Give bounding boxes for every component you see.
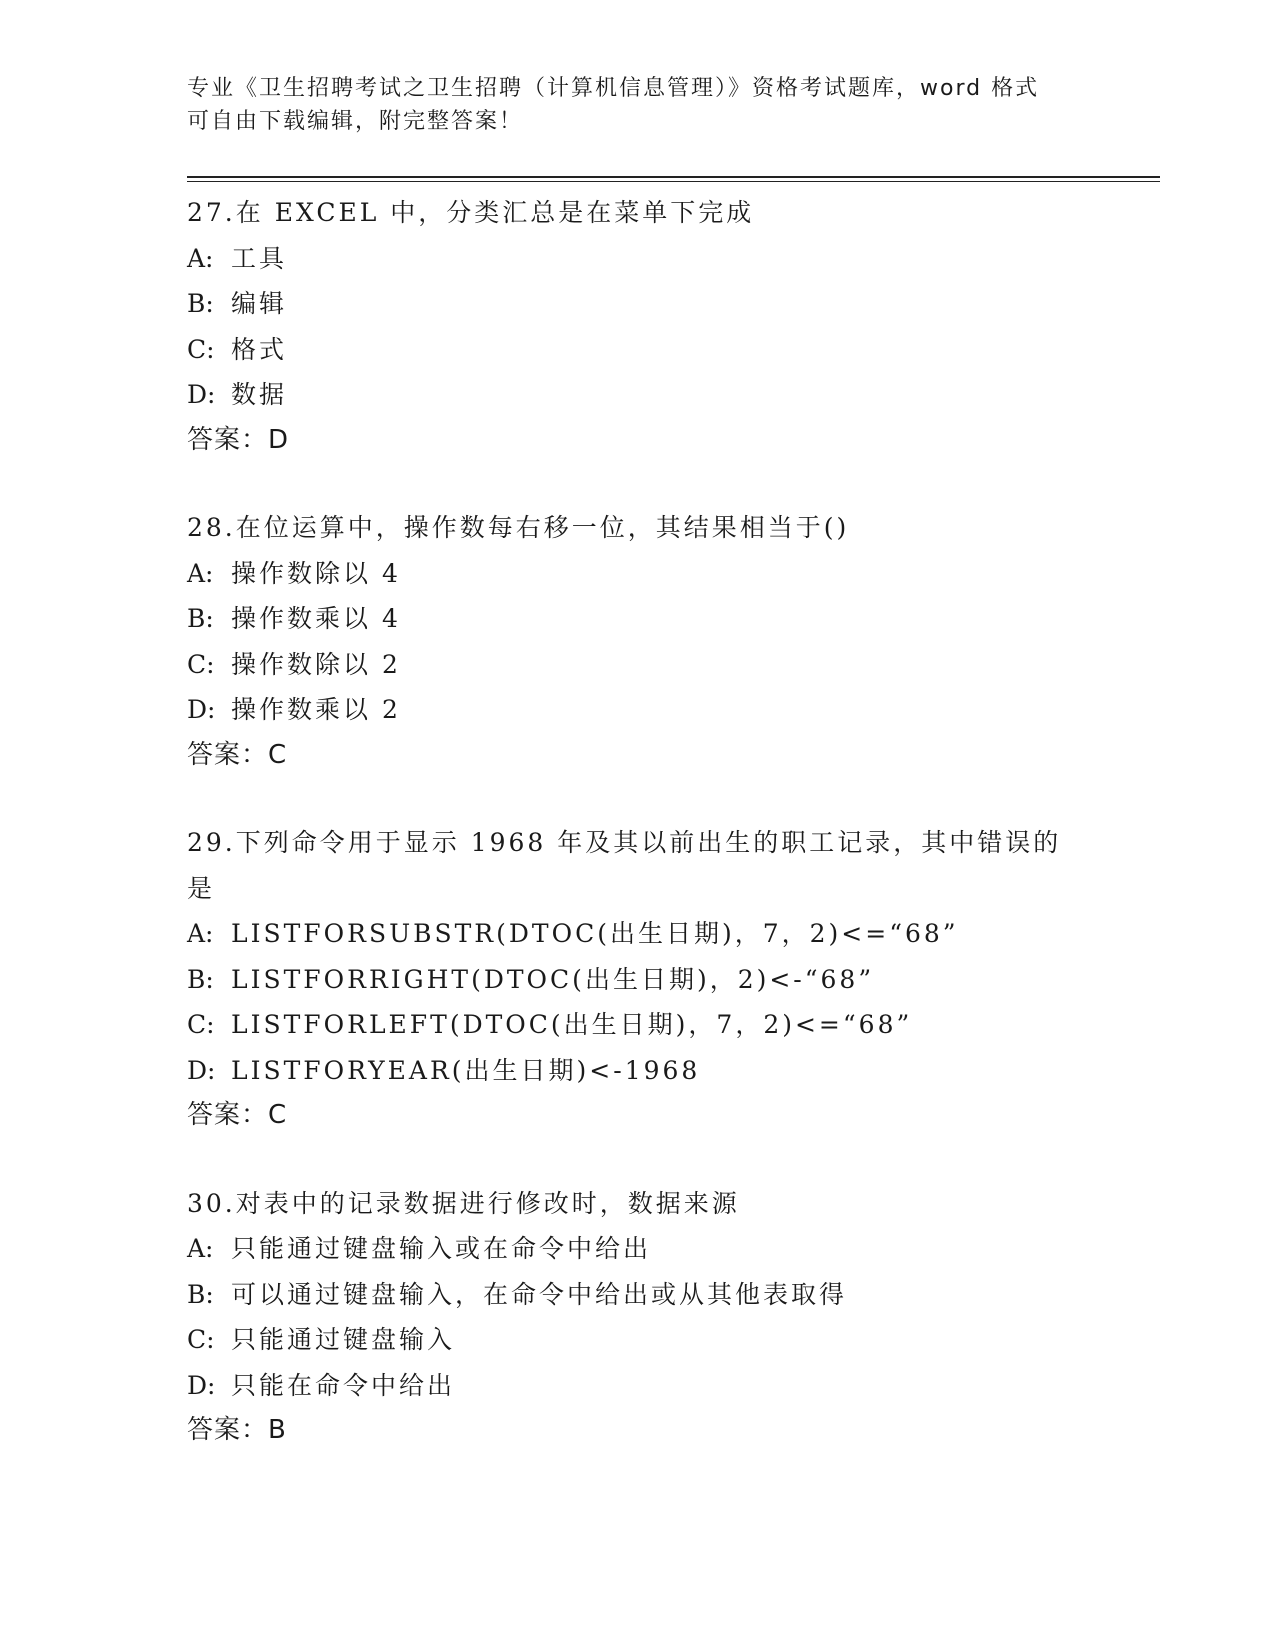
option-key: D:	[187, 695, 216, 724]
option-key: A:	[187, 919, 214, 948]
header-line-2: 可自由下载编辑，附完整答案！	[187, 109, 524, 134]
question-30	[187, 1181, 1087, 1454]
option-b	[187, 1272, 1087, 1318]
option-key: D:	[187, 1055, 216, 1085]
answer-line: 答案：D	[187, 424, 290, 455]
option-a	[187, 1226, 1087, 1272]
option-key: A:	[187, 243, 214, 273]
option-text: 数据	[231, 380, 288, 409]
option-a	[187, 551, 1087, 597]
option-text: LISTFORSUBSTR(DTOC(出生日期)，7，2)<=“68”	[231, 919, 959, 948]
question-stem: 28.在位运算中，操作数每右移一位，其结果相当于()	[187, 513, 850, 542]
answer-line: 答案：C	[187, 739, 288, 770]
option-key: B:	[187, 964, 214, 994]
option-text: 只能通过键盘输入	[231, 1325, 456, 1354]
option-d	[187, 1363, 1087, 1409]
option-text: 只能在命令中给出	[231, 1370, 456, 1400]
option-key: C:	[187, 1325, 215, 1354]
option-text: 操作数乘以 2	[231, 695, 401, 724]
option-text: 可以通过键盘输入，在命令中给出或从其他表取得	[231, 1279, 848, 1309]
option-text: LISTFORRIGHT(DTOC(出生日期)，2)<-“68”	[231, 964, 875, 994]
question-29	[187, 820, 1087, 1139]
option-c	[187, 642, 1087, 688]
option-c	[187, 1317, 1087, 1363]
option-d	[187, 372, 1087, 418]
option-text: 编辑	[231, 289, 288, 318]
answer-line: 答案：B	[187, 1415, 287, 1445]
option-key: D:	[187, 1370, 216, 1400]
option-key: C:	[187, 334, 215, 364]
option-b	[187, 281, 1087, 327]
question-list	[187, 190, 1087, 1496]
question-stem: 27.在 EXCEL 中，分类汇总是在菜单下完成	[187, 198, 755, 227]
option-key: B:	[187, 289, 214, 318]
option-b	[187, 957, 1087, 1003]
option-key: B:	[187, 1279, 214, 1309]
option-text: 格式	[231, 334, 288, 364]
option-text: LISTFORYEAR(出生日期)<-1968	[231, 1055, 701, 1085]
header-divider-thin	[187, 181, 1160, 182]
answer-line: 答案：C	[187, 1100, 288, 1130]
option-c	[187, 327, 1087, 373]
option-text: 操作数除以 2	[231, 649, 401, 679]
option-key: D:	[187, 380, 216, 409]
option-text: LISTFORLEFT(DTOC(出生日期)，7，2)<=“68”	[231, 1010, 913, 1039]
option-d	[187, 687, 1087, 733]
option-key: A:	[187, 558, 214, 588]
option-c	[187, 1002, 1087, 1048]
document-header	[187, 72, 1087, 138]
option-key: B:	[187, 604, 214, 633]
option-text: 只能通过键盘输入或在命令中给出	[231, 1234, 652, 1263]
option-text: 操作数除以 4	[231, 558, 401, 588]
option-b	[187, 596, 1087, 642]
header-line-1: 专业《卫生招聘考试之卫生招聘（计算机信息管理）》资格考试题库，word 格式	[187, 76, 1040, 101]
question-27	[187, 190, 1087, 463]
option-text: 操作数乘以 4	[231, 604, 401, 633]
option-key: C:	[187, 1010, 215, 1039]
option-text: 工具	[231, 243, 288, 273]
option-a	[187, 911, 1087, 957]
option-d	[187, 1048, 1087, 1094]
question-stem: 30.对表中的记录数据进行修改时，数据来源	[187, 1188, 740, 1218]
option-a	[187, 236, 1087, 282]
option-key: C:	[187, 649, 215, 679]
question-28	[187, 505, 1087, 778]
question-stem: 29.下列命令用于显示 1968 年及其以前出生的职工记录，其中错误的是	[187, 828, 1062, 903]
option-key: A:	[187, 1234, 214, 1263]
header-divider-thick	[187, 176, 1160, 178]
